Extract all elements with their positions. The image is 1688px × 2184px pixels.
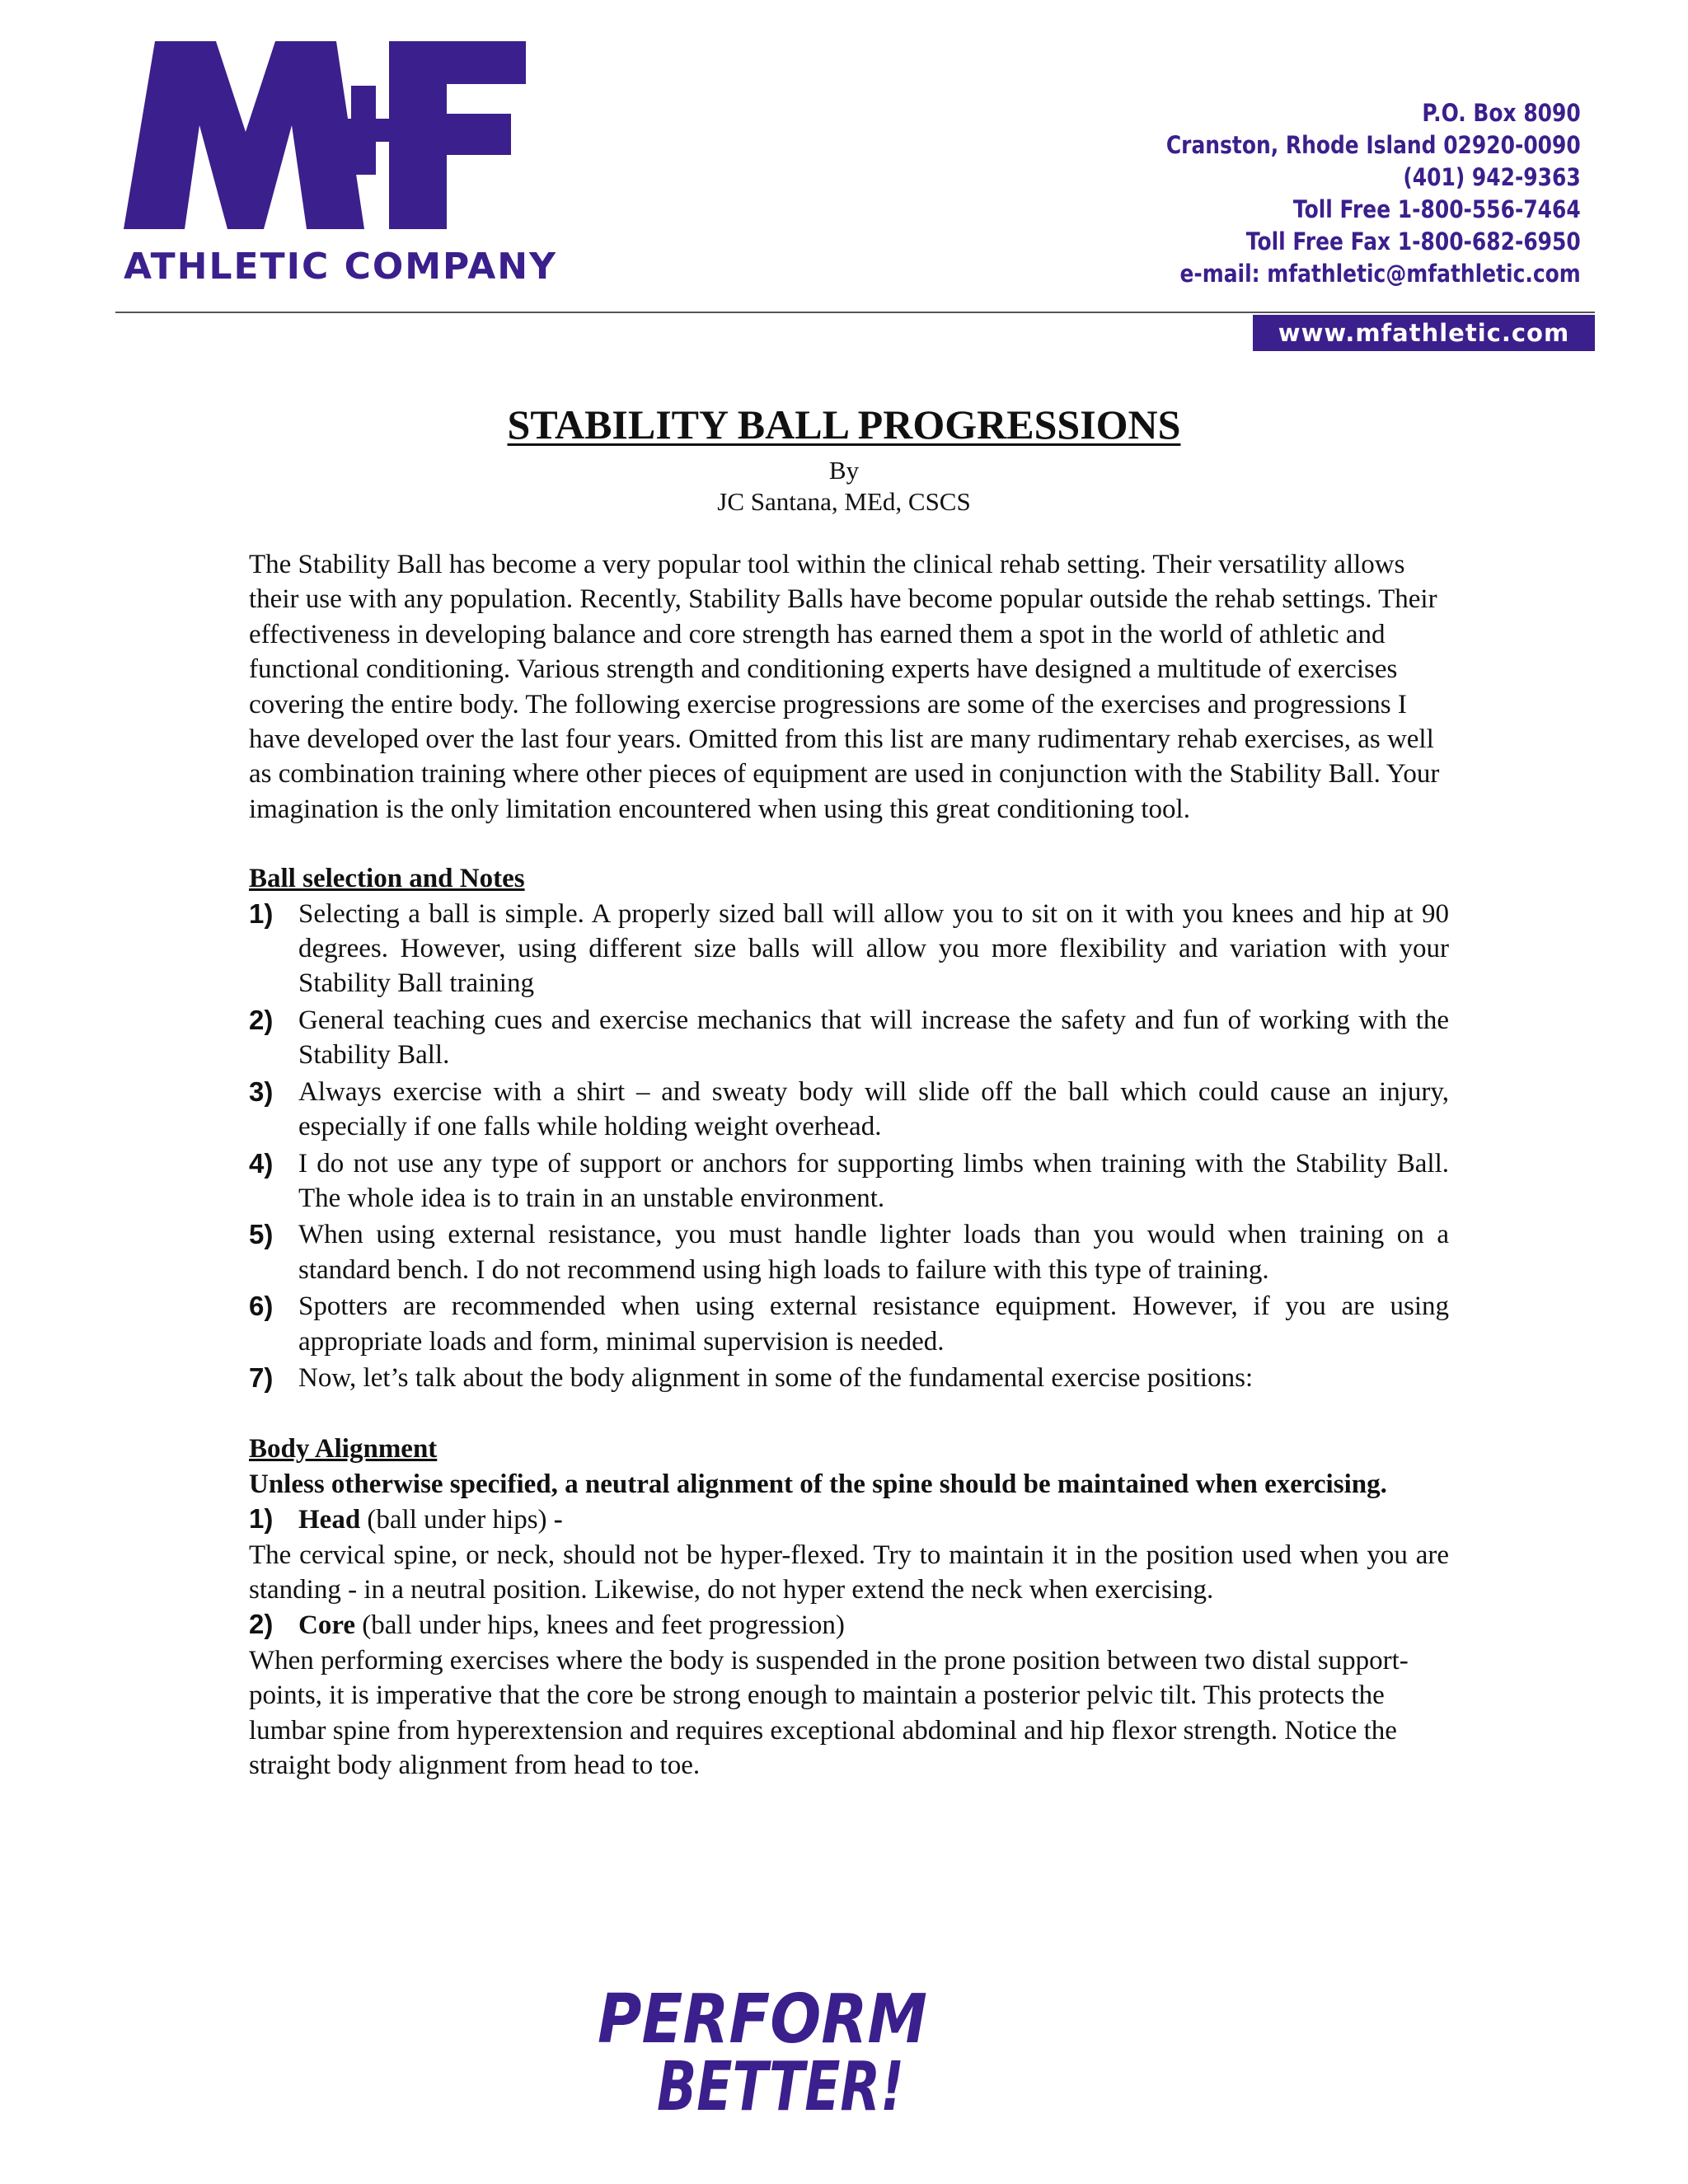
logo-line-perform: PERFORM — [598, 1980, 927, 2059]
section-gap — [249, 1397, 1449, 1432]
list-item — [249, 1361, 1449, 1395]
item-number: 1) — [249, 898, 274, 929]
logo-f-shape — [389, 41, 526, 229]
body-alignment-heading: Body Alignment — [249, 1434, 438, 1465]
contact-block — [1166, 97, 1581, 290]
letterhead-rule — [115, 312, 1595, 313]
item-number: 5) — [249, 1219, 274, 1250]
ball-selection-heading: Ball selection and Notes — [249, 864, 525, 894]
perform-better-mark — [581, 1978, 944, 2135]
item-number: 2) — [249, 1004, 274, 1035]
website-link[interactable]: www.mfathletic.com — [1253, 315, 1595, 351]
list-item — [249, 1217, 1449, 1287]
item-number: 6) — [249, 1291, 274, 1322]
email[interactable]: e-mail: mfathletic@mfathletic.com — [1179, 260, 1581, 288]
city-address: Cranston, Rhode Island 02920-0090 — [1166, 131, 1581, 159]
body-alignment-lead: Unless otherwise specified, a neutral alignment of the spine should be maintained when exercising. — [249, 1469, 1387, 1499]
item-text: Now, let’s talk about the body alignment in some of the fundamental exercise positions: — [298, 1362, 1254, 1393]
po-box: P.O. Box 8090 — [1422, 99, 1581, 127]
ball-selection-list — [249, 897, 1449, 1396]
alignment-core-text: When performing exercises where the body is suspended in the prone position between two distal support-points, it is imperative that the core be strong enough to maintain a posterior pelvic tilt. This protects the lumbar spine from hyperextension and requires exceptional abdominal and hip flexor strength. Notice the straight body alignment from head to toe. — [249, 1645, 1409, 1780]
list-item — [249, 897, 1449, 1001]
document-title: STABILITY BALL PROGRESSIONS — [507, 401, 1181, 448]
qualifier: (ball under hips) — [360, 1505, 554, 1535]
alignment-head-heading — [249, 1502, 1449, 1537]
item-text: Always exercise with a shirt – and sweaty body will slide off the ball which could cause an injury, especially if one falls while holding weight overhead. — [298, 1076, 1449, 1142]
item-number: 7) — [249, 1361, 274, 1393]
item-text: General teaching cues and exercise mechanics that will increase the safety and fun of working with the Stability Ball. — [298, 1005, 1449, 1071]
author: JC Santana, MEd, CSCS — [717, 487, 971, 516]
logo-subtitle: ATHLETIC COMPANY — [124, 246, 557, 288]
toll-free-phone: Toll Free 1-800-556-7464 — [1293, 195, 1581, 223]
list-item — [249, 1289, 1449, 1359]
byline — [0, 455, 1688, 518]
mf-athletic-logo — [124, 33, 585, 305]
term: Head — [298, 1505, 361, 1535]
alignment-head-text: The cervical spine, or neck, should not be hyper-flexed. Try to maintain it in the position used when you are standing - in a neutral position. Likewise, do not hyper extend the neck when exercising. — [249, 1540, 1449, 1605]
document-body — [249, 547, 1449, 1783]
phone: (401) 942-9363 — [1403, 163, 1581, 191]
item-text: Spotters are recommended when using external resistance equipment. However, if you are using appropriate loads and form, minimal supervision is needed. — [298, 1291, 1449, 1357]
item-number: 1) — [249, 1503, 274, 1535]
list-item — [249, 1146, 1449, 1216]
toll-free-fax: Toll Free Fax 1-800-682-6950 — [1246, 227, 1581, 255]
mf-logo-mark — [124, 33, 585, 239]
dash: - — [553, 1505, 563, 1535]
item-text: Selecting a ball is simple. A properly sized ball will allow you to sit on it with you knees and hip at 90 degrees. However, using different size balls will allow you more flexibility and variation with your Stability Ball training — [298, 898, 1449, 999]
item-number: 3) — [249, 1076, 274, 1107]
item-text: I do not use any type of support or anchors for supporting limbs when training with the Stability Ball. The whole idea is to train in an unstable environment. — [298, 1148, 1449, 1213]
item-text: When using external resistance, you must handle lighter loads than you would when training on a standard bench. I do not recommend using high loads to failure with this type of training. — [298, 1220, 1449, 1285]
list-item — [249, 1003, 1449, 1073]
by-label: By — [828, 456, 860, 485]
item-number: 4) — [249, 1147, 274, 1179]
perform-better-logo — [581, 1978, 944, 2135]
term: Core — [298, 1610, 356, 1641]
item-number: 2) — [249, 1609, 274, 1640]
list-item — [249, 1075, 1449, 1145]
intro-paragraph: The Stability Ball has become a very popular tool within the clinical rehab setting. Their versatility allows their use with any population. Recently, Stability Balls have become popular outside the rehab settings. Their effectiveness in developing balance and core strength has earned them a spot in the world of athletic and functional conditioning. Various strength and conditioning experts have designed a multitude of exercises covering the entire body. The following exercise progressions are some of the exercises and progressions I have developed over the last four years. Omitted from this list are many rudimentary rehab exercises, as well as combination training where other pieces of equipment are used in conjunction with the Stability Ball. Your imagination is the only limitation encountered when using this great conditioning tool. — [249, 550, 1440, 824]
qualifier: (ball under hips, knees and feet progression) — [355, 1610, 845, 1641]
alignment-core-heading — [249, 1607, 1449, 1643]
logo-line-better: BETTER! — [657, 2048, 904, 2126]
